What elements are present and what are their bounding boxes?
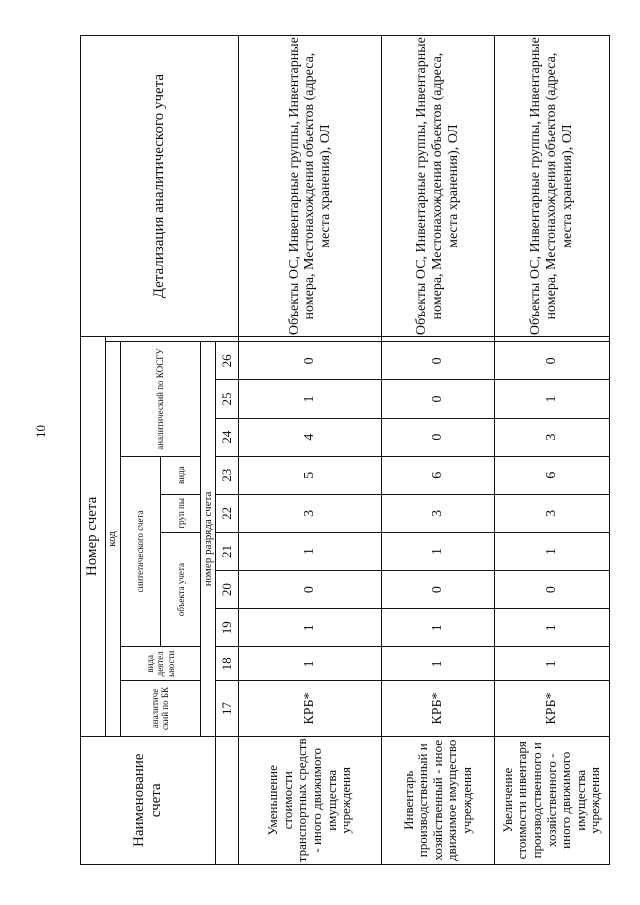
- value-22: 3: [238, 494, 382, 532]
- value-24: 3: [494, 418, 609, 456]
- value-20: 0: [494, 571, 609, 609]
- value-19: 1: [494, 609, 609, 647]
- value-21: 1: [494, 532, 609, 570]
- table-row: [382, 36, 494, 865]
- value-18: 1: [238, 647, 382, 681]
- header-account-name: Наименование счета: [81, 736, 216, 864]
- header-analytic-bk: аналитиче ский по БК: [120, 681, 201, 736]
- header-type: вида: [160, 456, 200, 494]
- table-row: [494, 36, 609, 865]
- digit-26: 26: [216, 342, 238, 380]
- value-24: 0: [382, 418, 494, 456]
- value-25: 1: [494, 380, 609, 418]
- digit-21: 21: [216, 532, 238, 570]
- row-spacer: [382, 337, 494, 342]
- digit-24: 24: [216, 418, 238, 456]
- rotated-table-container: [80, 35, 610, 865]
- header-detail: Детализация аналитического учета: [81, 36, 239, 337]
- value-25: 1: [238, 380, 382, 418]
- value-19: 1: [238, 609, 382, 647]
- digit-23: 23: [216, 456, 238, 494]
- value-25: 0: [382, 380, 494, 418]
- header-analytic-kosgu: аналитический по КОСГУ: [120, 342, 201, 456]
- header-synthetic: синтетического счета: [120, 456, 160, 647]
- digit-19: 19: [216, 609, 238, 647]
- value-26: 0: [382, 342, 494, 380]
- value-26: 0: [238, 342, 382, 380]
- value-20: 0: [382, 571, 494, 609]
- row-spacer: [494, 337, 609, 342]
- value-21: 1: [382, 532, 494, 570]
- row-spacer: [238, 337, 382, 342]
- value-21: 1: [238, 532, 382, 570]
- value-23: 6: [382, 456, 494, 494]
- header-group: груп пы: [160, 494, 200, 532]
- value-23: 5: [238, 456, 382, 494]
- account-detail: Объекты ОС, Инвентарные группы, Инвентарные номера, Местонахождения объектов (адреса, места хранения), ОЛ: [382, 36, 494, 337]
- digit-25: 25: [216, 380, 238, 418]
- value-18: 1: [494, 647, 609, 681]
- digit-20: 20: [216, 571, 238, 609]
- account-detail: Объекты ОС, Инвентарные группы, Инвентарные номера, Местонахождения объектов (адреса, места хранения), ОЛ: [494, 36, 609, 337]
- digit-22: 22: [216, 494, 238, 532]
- header-account-number: Номер счета: [81, 337, 106, 736]
- header-object: объекта учета: [160, 532, 200, 646]
- value-17: КРБ*: [382, 681, 494, 736]
- account-name: Увеличение стоимости инвентаря производственного и хозяйственного - иного движимого имущества учреждения: [494, 736, 609, 864]
- value-18: 1: [382, 647, 494, 681]
- value-26: 0: [494, 342, 609, 380]
- header-name-blank: [216, 736, 238, 864]
- digit-17: 17: [216, 681, 238, 736]
- value-23: 6: [494, 456, 609, 494]
- page-number: 10: [33, 425, 48, 438]
- account-name: Инвентарь производственный и хозяйственный - иное движимое имущество учреждения: [382, 736, 494, 864]
- value-22: 3: [494, 494, 609, 532]
- digit-18: 18: [216, 647, 238, 681]
- value-17: КРБ*: [238, 681, 382, 736]
- value-17: КРБ*: [494, 681, 609, 736]
- value-24: 4: [238, 418, 382, 456]
- header-activity-type: вида деятел ьности: [120, 647, 201, 681]
- header-code: код: [105, 342, 120, 736]
- value-22: 3: [382, 494, 494, 532]
- header-digit-position: номер разряда счета: [201, 342, 216, 736]
- accounts-table: [80, 35, 610, 865]
- account-name: Уменьшение стоимости транспортных средств - иного движимого имущества учреждения: [238, 736, 382, 864]
- account-detail: Объекты ОС, Инвентарные группы, Инвентарные номера, Местонахождения объектов (адреса, места хранения), ОЛ: [238, 36, 382, 337]
- table-row: [238, 36, 382, 865]
- value-20: 0: [238, 571, 382, 609]
- value-19: 1: [382, 609, 494, 647]
